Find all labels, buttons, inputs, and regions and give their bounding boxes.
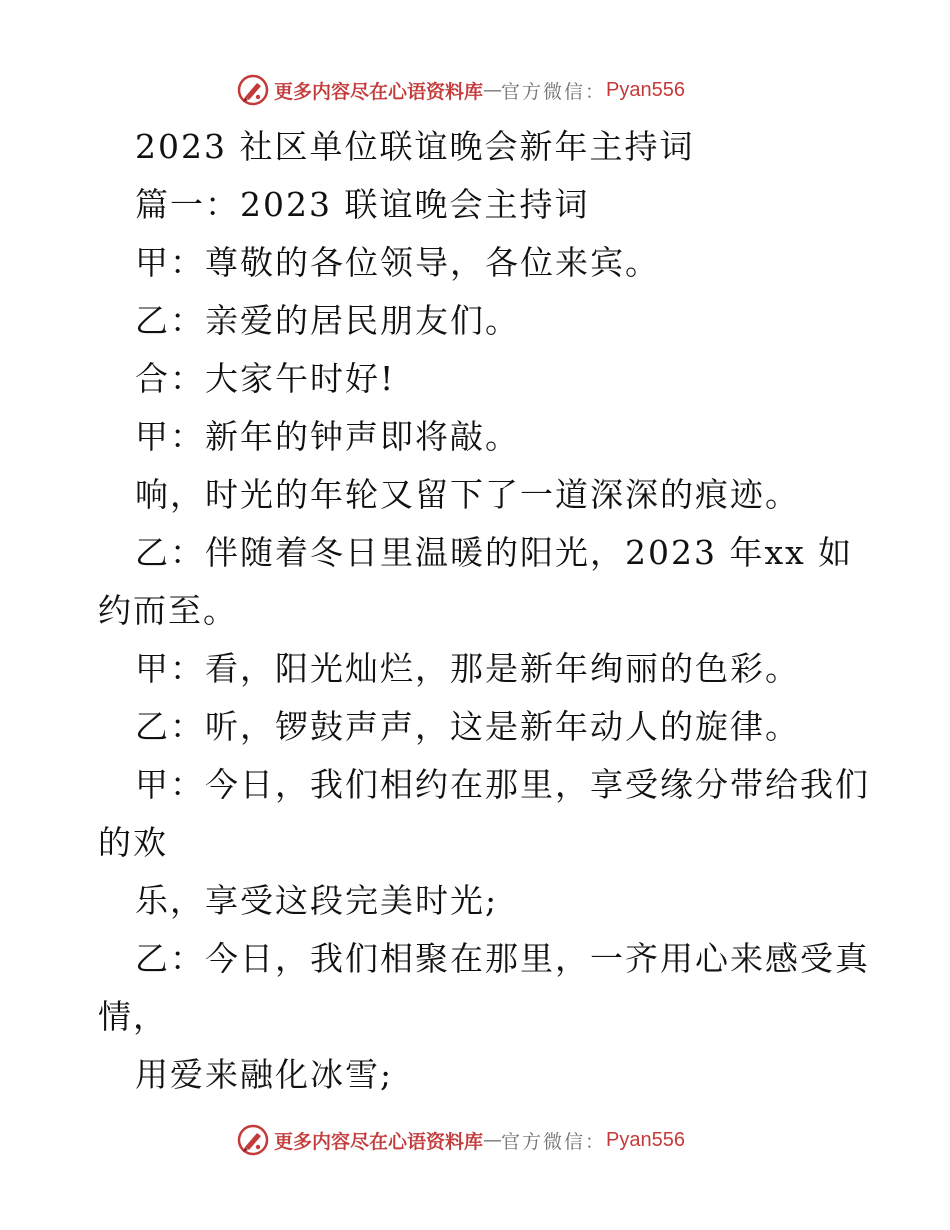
banner-separator: — <box>483 1129 502 1151</box>
banner-wechat-id: Pyan556 <box>606 78 685 101</box>
script-line-continued: 的欢 <box>98 823 168 862</box>
pen-logo-icon <box>236 73 270 107</box>
script-line: 响，时光的年轮又留下了一道深深的痕迹。 <box>135 475 800 514</box>
script-line: 乙：伴随着冬日里温暖的阳光，2023 年xx 如 <box>135 533 854 572</box>
script-line: 乙：听，锣鼓声声，这是新年动人的旋律。 <box>135 707 800 746</box>
script-line: 甲：尊敬的各位领导，各位来宾。 <box>135 243 660 282</box>
script-line: 乙：今日，我们相聚在那里，一齐用心来感受真 <box>135 939 870 978</box>
script-line: 乐，享受这段完美时光; <box>135 881 499 920</box>
footer-banner <box>236 1122 685 1158</box>
header-banner <box>236 72 685 108</box>
document-body <box>98 118 870 1104</box>
script-line-continued: 情， <box>98 997 168 1036</box>
script-line-continued: 约而至。 <box>98 591 238 630</box>
script-line: 乙：亲爱的居民朋友们。 <box>135 301 520 340</box>
script-line: 甲：看，阳光灿烂，那是新年绚丽的色彩。 <box>135 649 800 688</box>
script-line: 用爱来融化冰雪; <box>135 1055 394 1094</box>
banner-wechat-label: 官方微信： <box>501 1130 607 1153</box>
banner-main-text: 更多内容尽在心语资料库 <box>274 80 484 103</box>
script-line: 甲：今日，我们相约在那里，享受缘分带给我们 <box>135 765 870 804</box>
document-title: 2023 社区单位联谊晚会新年主持词 <box>135 127 695 166</box>
pen-logo-icon <box>236 1123 270 1157</box>
banner-main-text: 更多内容尽在心语资料库 <box>274 1130 484 1153</box>
banner-separator: — <box>483 79 502 101</box>
script-line: 甲：新年的钟声即将敲。 <box>135 417 520 456</box>
script-line: 合：大家午时好! <box>135 359 396 398</box>
banner-wechat-label: 官方微信： <box>501 80 607 103</box>
section-title: 篇一：2023 联谊晚会主持词 <box>135 185 590 224</box>
banner-wechat-id: Pyan556 <box>606 1128 685 1151</box>
